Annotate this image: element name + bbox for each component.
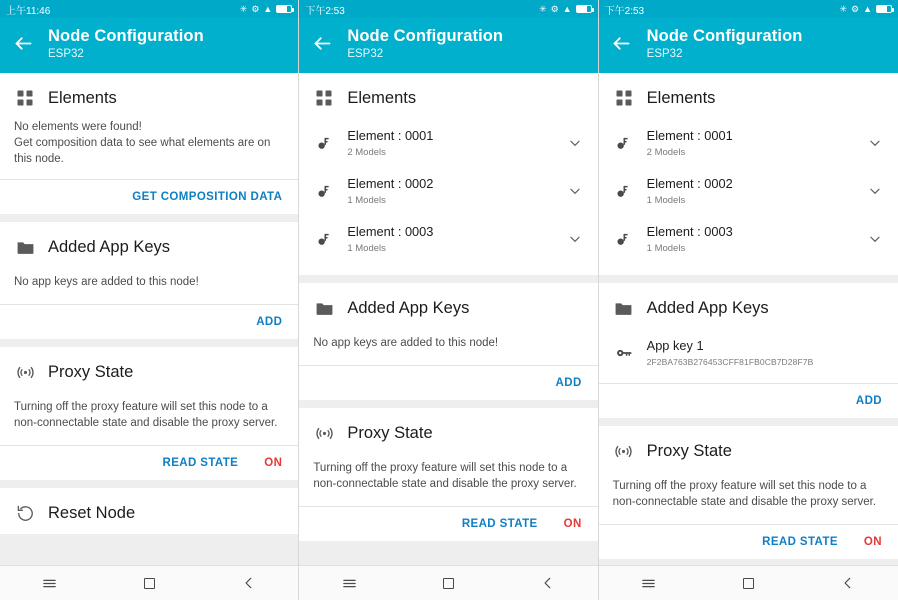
read-state-button[interactable]: READ STATE bbox=[762, 536, 838, 548]
proxy-title: Proxy State bbox=[646, 441, 732, 460]
screen-1 bbox=[0, 0, 299, 600]
app-bar bbox=[599, 18, 898, 73]
elements-grid-icon bbox=[14, 87, 36, 109]
app-bar bbox=[0, 18, 298, 73]
wifi-icon: ▲ bbox=[863, 3, 872, 14]
proxy-card bbox=[0, 347, 298, 480]
page-title: Node Configuration bbox=[646, 27, 803, 45]
elements-actions bbox=[0, 180, 298, 214]
app-keys-header bbox=[599, 283, 898, 329]
content-area bbox=[0, 73, 298, 565]
element-name: Element : 0002 bbox=[646, 176, 733, 191]
app-keys-title: Added App Keys bbox=[347, 298, 470, 317]
app-keys-title: Added App Keys bbox=[48, 237, 171, 256]
folder-icon bbox=[313, 297, 335, 319]
element-name: Element : 0001 bbox=[646, 128, 733, 143]
proxy-title: Proxy State bbox=[347, 423, 433, 442]
system-nav-bar bbox=[0, 565, 298, 600]
page-title: Node Configuration bbox=[347, 27, 504, 45]
proxy-card bbox=[599, 426, 898, 559]
status-clock: 上午11:46 bbox=[6, 5, 51, 17]
elements-title: Elements bbox=[347, 88, 417, 107]
element-name: Element : 0003 bbox=[347, 224, 434, 239]
screen-3 bbox=[599, 0, 898, 600]
elements-card bbox=[299, 73, 597, 275]
app-keys-card bbox=[299, 283, 597, 400]
add-app-key-button[interactable]: ADD bbox=[855, 395, 882, 407]
screen-2 bbox=[299, 0, 598, 600]
proxy-toggle-button[interactable]: ON bbox=[264, 457, 283, 469]
folder-icon bbox=[14, 236, 36, 258]
proxy-header bbox=[0, 347, 298, 393]
element-list-item[interactable] bbox=[299, 167, 597, 215]
home-square-icon[interactable] bbox=[731, 566, 765, 600]
broadcast-icon bbox=[14, 361, 36, 383]
app-bar bbox=[299, 18, 597, 73]
element-list-item[interactable] bbox=[299, 119, 597, 167]
element-models-count: 2 Models bbox=[347, 147, 386, 158]
element-list-item[interactable] bbox=[599, 119, 898, 167]
key-icon bbox=[613, 344, 635, 362]
element-models-count: 1 Models bbox=[347, 195, 386, 206]
bluetooth-icon: ✳ bbox=[539, 3, 547, 14]
reset-node-card[interactable] bbox=[0, 488, 298, 534]
elements-empty-line2: Get composition data to see what elements are on this node. bbox=[14, 137, 271, 165]
app-keys-title: Added App Keys bbox=[646, 298, 769, 317]
menu-icon[interactable] bbox=[632, 566, 666, 600]
proxy-toggle-button[interactable]: ON bbox=[863, 536, 882, 548]
back-arrow-icon[interactable] bbox=[10, 30, 36, 56]
page-title: Node Configuration bbox=[48, 27, 204, 45]
element-models-count: 1 Models bbox=[646, 243, 686, 254]
elements-title: Elements bbox=[646, 88, 716, 107]
elements-header bbox=[0, 73, 298, 119]
bluetooth-icon: ✳ bbox=[239, 3, 248, 14]
app-keys-card bbox=[599, 283, 898, 418]
app-keys-header bbox=[0, 222, 298, 268]
page-subtitle: ESP32 bbox=[646, 48, 683, 60]
home-square-icon[interactable] bbox=[132, 566, 166, 600]
app-keys-actions bbox=[299, 366, 597, 400]
element-models-count: 1 Models bbox=[347, 243, 386, 254]
chevron-down-icon[interactable] bbox=[866, 232, 884, 246]
content-area bbox=[599, 73, 898, 565]
elements-header bbox=[299, 73, 597, 119]
proxy-card bbox=[299, 408, 597, 541]
element-list-item[interactable] bbox=[299, 215, 597, 263]
element-node-icon bbox=[313, 231, 335, 248]
reset-icon bbox=[14, 502, 36, 524]
element-node-icon bbox=[613, 231, 635, 248]
add-app-key-button[interactable]: ADD bbox=[256, 316, 283, 328]
bluetooth-icon: ✳ bbox=[839, 3, 847, 14]
status-clock: 下午2:53 bbox=[305, 5, 345, 17]
read-state-button[interactable]: READ STATE bbox=[162, 457, 239, 469]
folder-icon bbox=[613, 297, 635, 319]
app-key-list-item[interactable] bbox=[599, 329, 898, 377]
gear-icon: ⚙ bbox=[550, 3, 559, 14]
element-node-icon bbox=[613, 135, 635, 152]
wifi-icon: ▲ bbox=[562, 3, 572, 14]
chevron-down-icon[interactable] bbox=[866, 184, 884, 198]
read-state-button[interactable]: READ STATE bbox=[461, 518, 538, 530]
elements-grid-icon bbox=[613, 87, 635, 109]
status-bar bbox=[0, 0, 298, 18]
chevron-down-icon[interactable] bbox=[566, 232, 584, 246]
status-bar bbox=[599, 0, 898, 18]
elements-empty-line1: No elements were found! bbox=[14, 121, 142, 133]
reset-node-header bbox=[0, 488, 298, 534]
proxy-actions bbox=[299, 507, 597, 541]
element-node-icon bbox=[313, 135, 335, 152]
back-arrow-icon[interactable] bbox=[609, 30, 635, 56]
status-bar bbox=[299, 0, 597, 18]
proxy-header bbox=[599, 426, 898, 472]
content-area bbox=[299, 73, 597, 565]
app-keys-card bbox=[0, 222, 298, 339]
proxy-header bbox=[299, 408, 597, 454]
element-name: Element : 0001 bbox=[347, 128, 434, 143]
page-subtitle: ESP32 bbox=[48, 48, 84, 60]
element-list-item[interactable] bbox=[599, 215, 898, 263]
proxy-toggle-button[interactable]: ON bbox=[563, 518, 582, 530]
element-models-count: 2 Models bbox=[646, 147, 686, 158]
proxy-description: Turning off the proxy feature will set this node to a non-connectable state and disable the proxy server. bbox=[14, 401, 278, 429]
chevron-down-icon[interactable] bbox=[866, 136, 884, 150]
back-arrow-icon[interactable] bbox=[309, 30, 335, 56]
status-clock: 下午2:53 bbox=[604, 5, 645, 17]
gear-icon: ⚙ bbox=[251, 3, 260, 14]
app-key-name: App key 1 bbox=[646, 338, 704, 353]
menu-icon[interactable] bbox=[33, 566, 67, 600]
app-keys-header bbox=[299, 283, 597, 329]
battery-icon bbox=[276, 5, 292, 13]
proxy-title: Proxy State bbox=[48, 362, 134, 381]
element-name: Element : 0003 bbox=[646, 224, 733, 239]
proxy-description: Turning off the proxy feature will set this node to a non-connectable state and disable the proxy server. bbox=[612, 480, 877, 508]
system-nav-bar bbox=[599, 565, 898, 600]
battery-icon bbox=[876, 5, 892, 13]
gear-icon: ⚙ bbox=[850, 3, 860, 14]
proxy-actions bbox=[0, 446, 298, 480]
proxy-actions bbox=[599, 525, 898, 559]
back-chevron-icon[interactable] bbox=[232, 566, 266, 600]
get-composition-data-button[interactable]: GET COMPOSITION DATA bbox=[132, 191, 283, 203]
elements-card bbox=[599, 73, 898, 275]
app-keys-empty-text: No app keys are added to this node! bbox=[313, 337, 499, 349]
reset-node-title: Reset Node bbox=[48, 503, 136, 522]
add-app-key-button[interactable]: ADD bbox=[555, 377, 582, 389]
system-nav-bar bbox=[299, 565, 597, 600]
page-subtitle: ESP32 bbox=[347, 48, 384, 60]
back-chevron-icon[interactable] bbox=[831, 566, 865, 600]
wifi-icon: ▲ bbox=[263, 3, 273, 14]
menu-icon[interactable] bbox=[332, 566, 366, 600]
element-node-icon bbox=[313, 183, 335, 200]
element-models-count: 1 Models bbox=[646, 195, 686, 206]
battery-icon bbox=[576, 5, 592, 13]
elements-grid-icon bbox=[313, 87, 335, 109]
elements-title: Elements bbox=[48, 88, 117, 107]
element-node-icon bbox=[613, 183, 635, 200]
back-chevron-icon[interactable] bbox=[531, 566, 565, 600]
elements-card bbox=[0, 73, 298, 214]
chevron-down-icon[interactable] bbox=[566, 136, 584, 150]
app-keys-actions bbox=[599, 384, 898, 418]
broadcast-icon bbox=[313, 422, 335, 444]
app-key-value: 2F2BA763B276453CFF81FB0CB7D28F7B bbox=[646, 357, 814, 367]
app-keys-actions bbox=[0, 305, 298, 339]
element-name: Element : 0002 bbox=[347, 176, 434, 191]
chevron-down-icon[interactable] bbox=[566, 184, 584, 198]
proxy-description: Turning off the proxy feature will set this node to a non-connectable state and disable the proxy server. bbox=[313, 462, 577, 490]
broadcast-icon bbox=[613, 440, 635, 462]
app-keys-empty-text: No app keys are added to this node! bbox=[14, 276, 199, 288]
element-list-item[interactable] bbox=[599, 167, 898, 215]
home-square-icon[interactable] bbox=[431, 566, 465, 600]
elements-header bbox=[599, 73, 898, 119]
